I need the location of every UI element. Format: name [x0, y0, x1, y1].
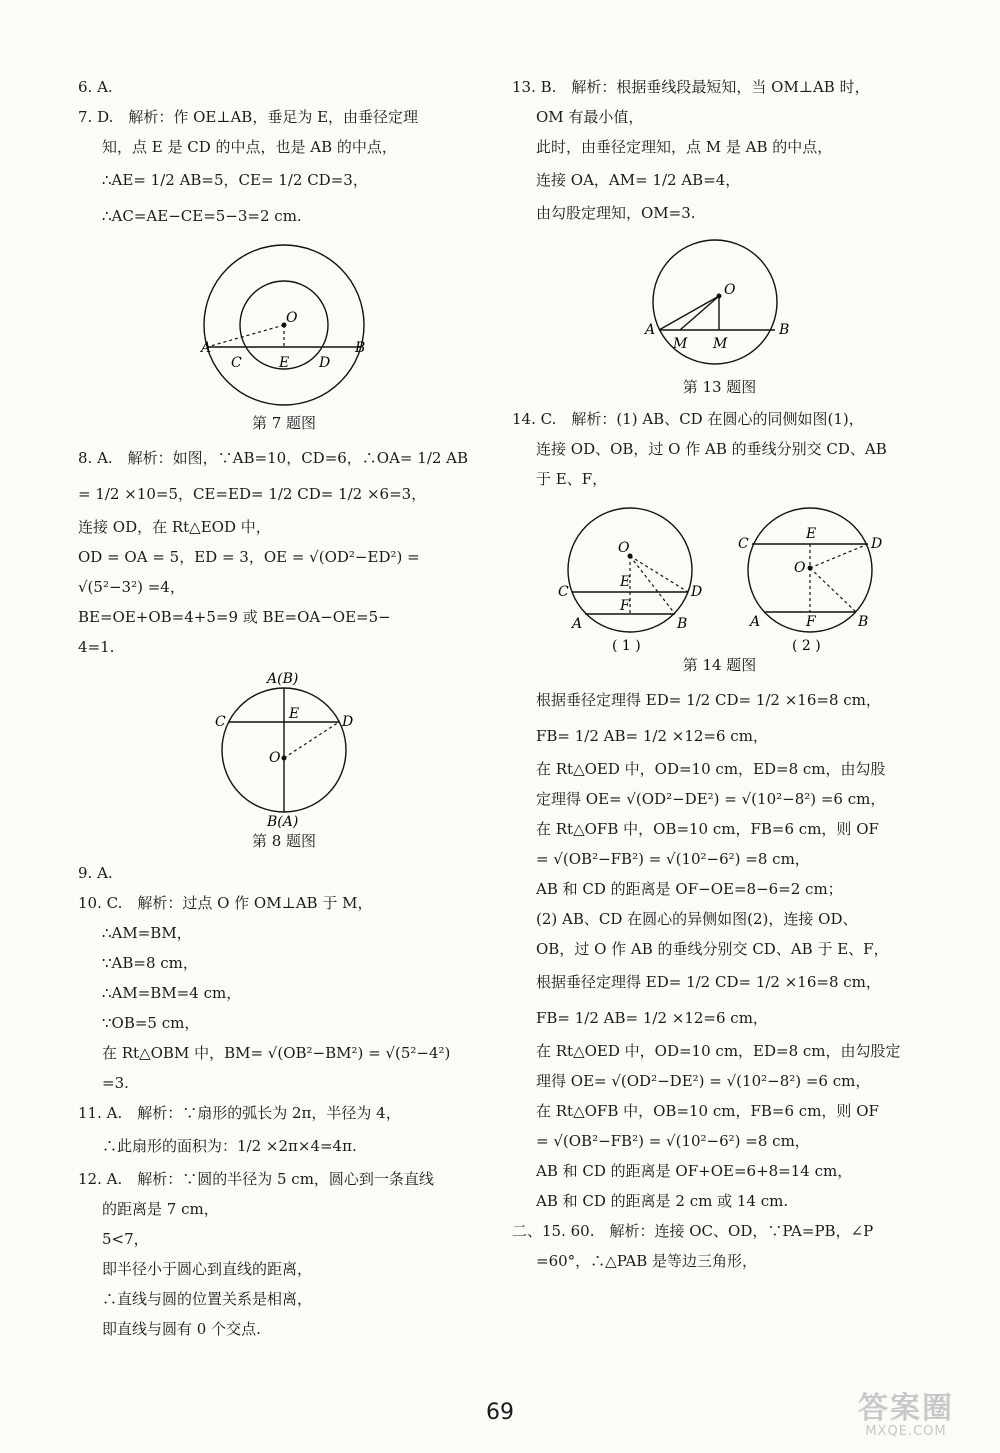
- answer-7-line-1: 7. D. 解析：作 OE⊥AB，垂足为 E，由垂径定理: [78, 108, 419, 126]
- answer-12-line-6: 即直线与圆有 0 个交点.: [102, 1320, 261, 1338]
- answer-14b-line-1: 根据垂径定理得 ED= 1/2 CD= 1/2 ×16=8 cm，: [536, 691, 881, 709]
- fig14a-label-o: O: [617, 540, 629, 556]
- answer-13-line-4: 连接 OA，AM= 1/2 AB=4，: [536, 171, 741, 189]
- answer-6: 6. A.: [78, 78, 113, 96]
- fig8-label-ab: A(B): [267, 671, 299, 687]
- answer-8-line-4: OD = OA = 5，ED = 3，OE = √(OD²−ED²) =: [78, 548, 420, 566]
- fig8-label-d: D: [342, 714, 354, 730]
- answer-14b-line-11: FB= 1/2 AB= 1/2 ×12=6 cm，: [536, 1009, 768, 1027]
- watermark: [826, 1393, 986, 1443]
- answer-14b-line-13: 理得 OE= √(OD²−DE²) = √(10²−8²) =6 cm，: [536, 1072, 871, 1090]
- answer-15-line-2: =60°，∴△PAB 是等边三角形，: [536, 1252, 758, 1270]
- answer-8-line-1: 8. A. 解析：如图，∵AB=10，CD=6，∴OA= 1/2 AB: [78, 449, 469, 467]
- figure-13: [512, 234, 927, 400]
- fig14a-label-e: E: [619, 574, 630, 590]
- fig14a-label-f: F: [619, 598, 630, 614]
- answer-12-line-1: 12. A. 解析：∵圆的半径为 5 cm，圆心到一条直线: [78, 1170, 434, 1188]
- answer-10-line-6: 在 Rt△OBM 中，BM= √(OB²−BM²) = √(5²−4²): [102, 1044, 451, 1062]
- fig14b-label-b: B: [857, 614, 868, 630]
- answer-15-line-1: 二、15. 60. 解析：连接 OC、OD，∵PA=PB，∠P: [512, 1222, 874, 1240]
- answer-14-line-2: 连接 OD、OB，过 O 作 AB 的垂线分别交 CD、AB: [536, 440, 887, 458]
- answer-14b-line-3: 在 Rt△OED 中，OD=10 cm，ED=8 cm，由勾股: [536, 760, 886, 778]
- answer-14b-line-10: 根据垂径定理得 ED= 1/2 CD= 1/2 ×16=8 cm，: [536, 973, 881, 991]
- fig14b-label-d: D: [870, 536, 882, 552]
- figure-8-caption: 第 8 题图: [251, 832, 317, 850]
- answer-8-line-5: √(5²−3²) =4，: [78, 578, 185, 596]
- answer-11-line-2: ∴此扇形的面积为：1/2 ×2π×4=4π.: [102, 1137, 357, 1155]
- answer-7-line-2: 知，点 E 是 CD 的中点，也是 AB 的中点，: [102, 138, 397, 156]
- figure-7-caption: 第 7 题图: [251, 414, 317, 432]
- figure-14: [512, 500, 927, 678]
- answer-7-line-3: ∴AE= 1/2 AB=5，CE= 1/2 CD=3，: [102, 171, 368, 189]
- left-column: [78, 72, 490, 1344]
- fig14a-label-a: A: [571, 616, 582, 632]
- fig13-label-a: A: [644, 322, 655, 338]
- fig14b-label-f: F: [805, 614, 816, 630]
- fig14-sub-2: ( 2 ): [791, 638, 821, 652]
- fig14a-label-d: D: [690, 584, 702, 600]
- fig7-label-b: B: [355, 340, 366, 356]
- right-column: [512, 72, 927, 1276]
- answer-9: 9. A.: [78, 864, 113, 882]
- answer-14b-line-17: AB 和 CD 的距离是 2 cm 或 14 cm.: [536, 1192, 789, 1210]
- fig14a-label-b: B: [676, 616, 687, 632]
- fig7-label-d: D: [319, 355, 331, 371]
- answer-10-line-4: ∴AM=BM=4 cm，: [102, 984, 242, 1002]
- answer-13-line-1: 13. B. 解析：根据垂线段最短知，当 OM⊥AB 时，: [512, 78, 870, 96]
- figure-8-diagram: [199, 668, 369, 828]
- answer-8-line-6: BE=OE+OB=4+5=9 或 BE=OA−OE=5−: [78, 608, 391, 626]
- fig14-sub-1: ( 1 ): [611, 638, 641, 652]
- fig8-label-e: E: [289, 706, 300, 722]
- fig13-label-m2: M: [712, 336, 727, 352]
- answer-14b-line-15: = √(OB²−FB²) = √(10²−6²) =8 cm，: [536, 1132, 810, 1150]
- answer-14-line-1: 14. C. 解析：(1) AB、CD 在圆心的同侧如图(1)，: [512, 410, 864, 428]
- page-number: 69: [486, 1400, 514, 1425]
- fig7-label-e: E: [279, 355, 290, 371]
- answer-10-line-5: ∵OB=5 cm，: [102, 1014, 200, 1032]
- answer-14b-line-12: 在 Rt△OED 中，OD=10 cm，ED=8 cm，由勾股定: [536, 1042, 901, 1060]
- figure-13-diagram: [635, 234, 805, 374]
- answer-13-line-3: 此时，由垂径定理知，点 M 是 AB 的中点，: [536, 138, 833, 156]
- fig8-label-c: C: [215, 714, 226, 730]
- answer-10-line-2: ∴AM=BM，: [102, 924, 192, 942]
- answer-14b-line-4: 定理得 OE= √(OD²−DE²) = √(10²−8²) =6 cm，: [536, 790, 886, 808]
- answer-12-line-4: 即半径小于圆心到直线的距离，: [102, 1260, 313, 1278]
- fig8-label-o: O: [269, 750, 281, 766]
- answer-14b-line-5: 在 Rt△OFB 中，OB=10 cm，FB=6 cm，则 OF: [536, 820, 879, 838]
- answer-14b-line-2: FB= 1/2 AB= 1/2 ×12=6 cm，: [536, 727, 768, 745]
- answer-13-line-5: 由勾股定理知，OM=3.: [536, 204, 696, 222]
- figure-13-caption: 第 13 题图: [682, 378, 757, 396]
- fig7-label-o: O: [286, 310, 298, 326]
- figure-7: [78, 240, 490, 436]
- figure-8: [78, 668, 490, 854]
- answer-14b-line-6: = √(OB²−FB²) = √(10²−6²) =8 cm，: [536, 850, 810, 868]
- fig14a-label-c: C: [557, 584, 569, 600]
- answer-10-line-3: ∵AB=8 cm，: [102, 954, 198, 972]
- answer-10-line-1: 10. C. 解析：过点 O 作 OM⊥AB 于 M，: [78, 894, 373, 912]
- fig13-label-o: O: [723, 282, 735, 298]
- answer-14b-line-14: 在 Rt△OFB 中，OB=10 cm，FB=6 cm，则 OF: [536, 1102, 879, 1120]
- fig7-label-c: C: [231, 355, 242, 371]
- fig14b-label-c: C: [737, 536, 749, 552]
- answer-14b-line-7: AB 和 CD 的距离是 OF−OE=8−6=2 cm；: [536, 880, 843, 898]
- fig13-label-m1: M: [672, 336, 687, 352]
- fig8-label-ba: B(A): [267, 814, 299, 828]
- answer-14b-line-8: (2) AB、CD 在圆心的异侧如图(2)，连接 OD、: [536, 910, 858, 928]
- answer-12-line-2: 的距离是 7 cm，: [102, 1200, 219, 1218]
- fig13-label-b: B: [778, 322, 789, 338]
- answer-14b-line-16: AB 和 CD 的距离是 OF+OE=6+8=14 cm，: [536, 1162, 853, 1180]
- fig14b-label-o: O: [793, 560, 805, 576]
- fig14b-label-a: A: [749, 614, 760, 630]
- answer-12-line-5: ∴直线与圆的位置关系是相离，: [102, 1290, 313, 1308]
- fig7-label-a: A: [201, 340, 212, 356]
- answer-14b-line-9: OB，过 O 作 AB 的垂线分别交 CD、AB 于 E、F，: [536, 940, 889, 958]
- figure-14-caption: 第 14 题图: [682, 656, 757, 674]
- watermark-title: 答案圈: [858, 1391, 954, 1426]
- fig14b-label-e: E: [805, 526, 816, 542]
- answer-8-line-2: = 1/2 ×10=5，CE=ED= 1/2 CD= 1/2 ×6=3，: [78, 485, 427, 503]
- answer-12-line-3: 5<7，: [102, 1230, 149, 1248]
- answer-10-line-7: =3.: [102, 1074, 129, 1092]
- figure-7-diagram: [199, 240, 369, 410]
- answer-8-line-3: 连接 OD，在 Rt△EOD 中，: [78, 518, 271, 536]
- watermark-url: MXQE.COM: [865, 1424, 947, 1439]
- figure-14-diagram: [540, 500, 900, 652]
- answer-11-line-1: 11. A. 解析：∵扇形的弧长为 2π，半径为 4，: [78, 1104, 401, 1122]
- answer-13-line-2: OM 有最小值，: [536, 108, 644, 126]
- answer-8-line-7: 4=1.: [78, 638, 115, 656]
- answer-14-line-3: 于 E、F，: [536, 470, 608, 488]
- answer-7-line-4: ∴AC=AE−CE=5−3=2 cm.: [102, 207, 302, 225]
